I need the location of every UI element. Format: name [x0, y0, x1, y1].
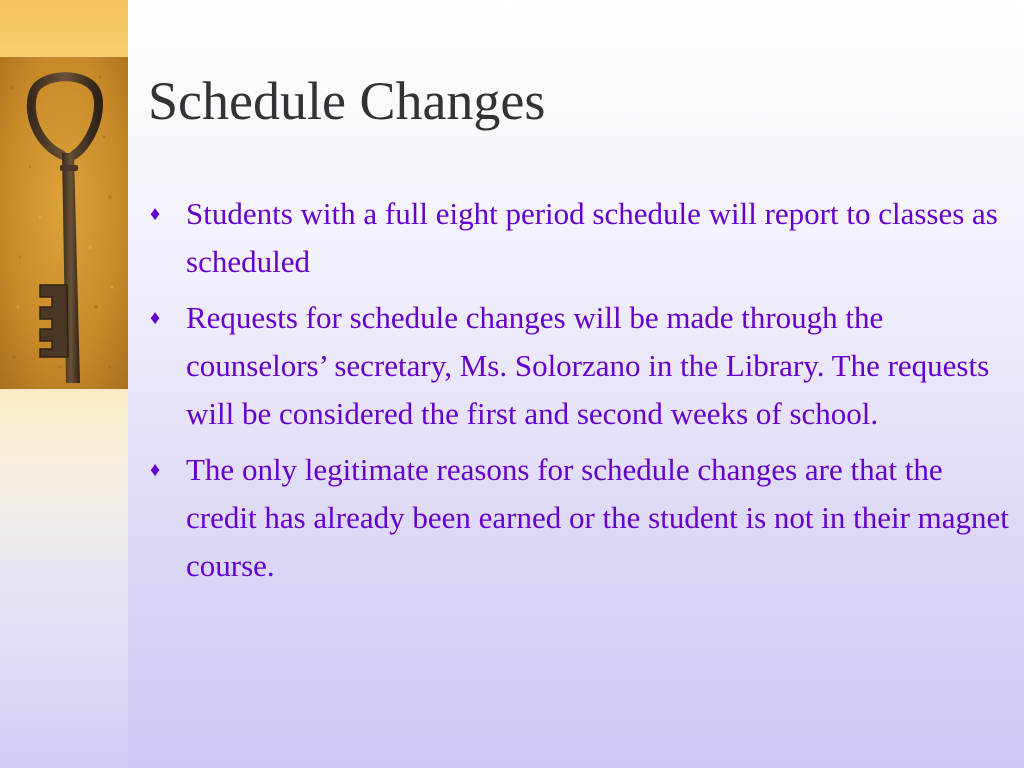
- diamond-bullet-icon: ♦: [150, 459, 161, 481]
- bullet-list: [150, 190, 1010, 598]
- bullet-text: Requests for schedule changes will be made through the counselors’ secretary, Ms. Solorzano in the Library. The requests will be considered the first and second weeks of school.: [186, 300, 990, 431]
- bullet-text: The only legitimate reasons for schedule changes are that the credit has already been earned or the student is not in their magnet course.: [186, 452, 1009, 583]
- diamond-bullet-icon: ♦: [150, 307, 161, 329]
- key-photo: [0, 57, 128, 389]
- bullet-item: [150, 294, 1010, 438]
- bullet-item: [150, 190, 1010, 286]
- skeleton-key-icon: [0, 57, 128, 389]
- diamond-bullet-icon: ♦: [150, 203, 161, 225]
- bullet-text: Students with a full eight period schedule will report to classes as scheduled: [186, 196, 998, 279]
- slide-title: Schedule Changes: [148, 71, 546, 131]
- bullet-item: [150, 446, 1010, 590]
